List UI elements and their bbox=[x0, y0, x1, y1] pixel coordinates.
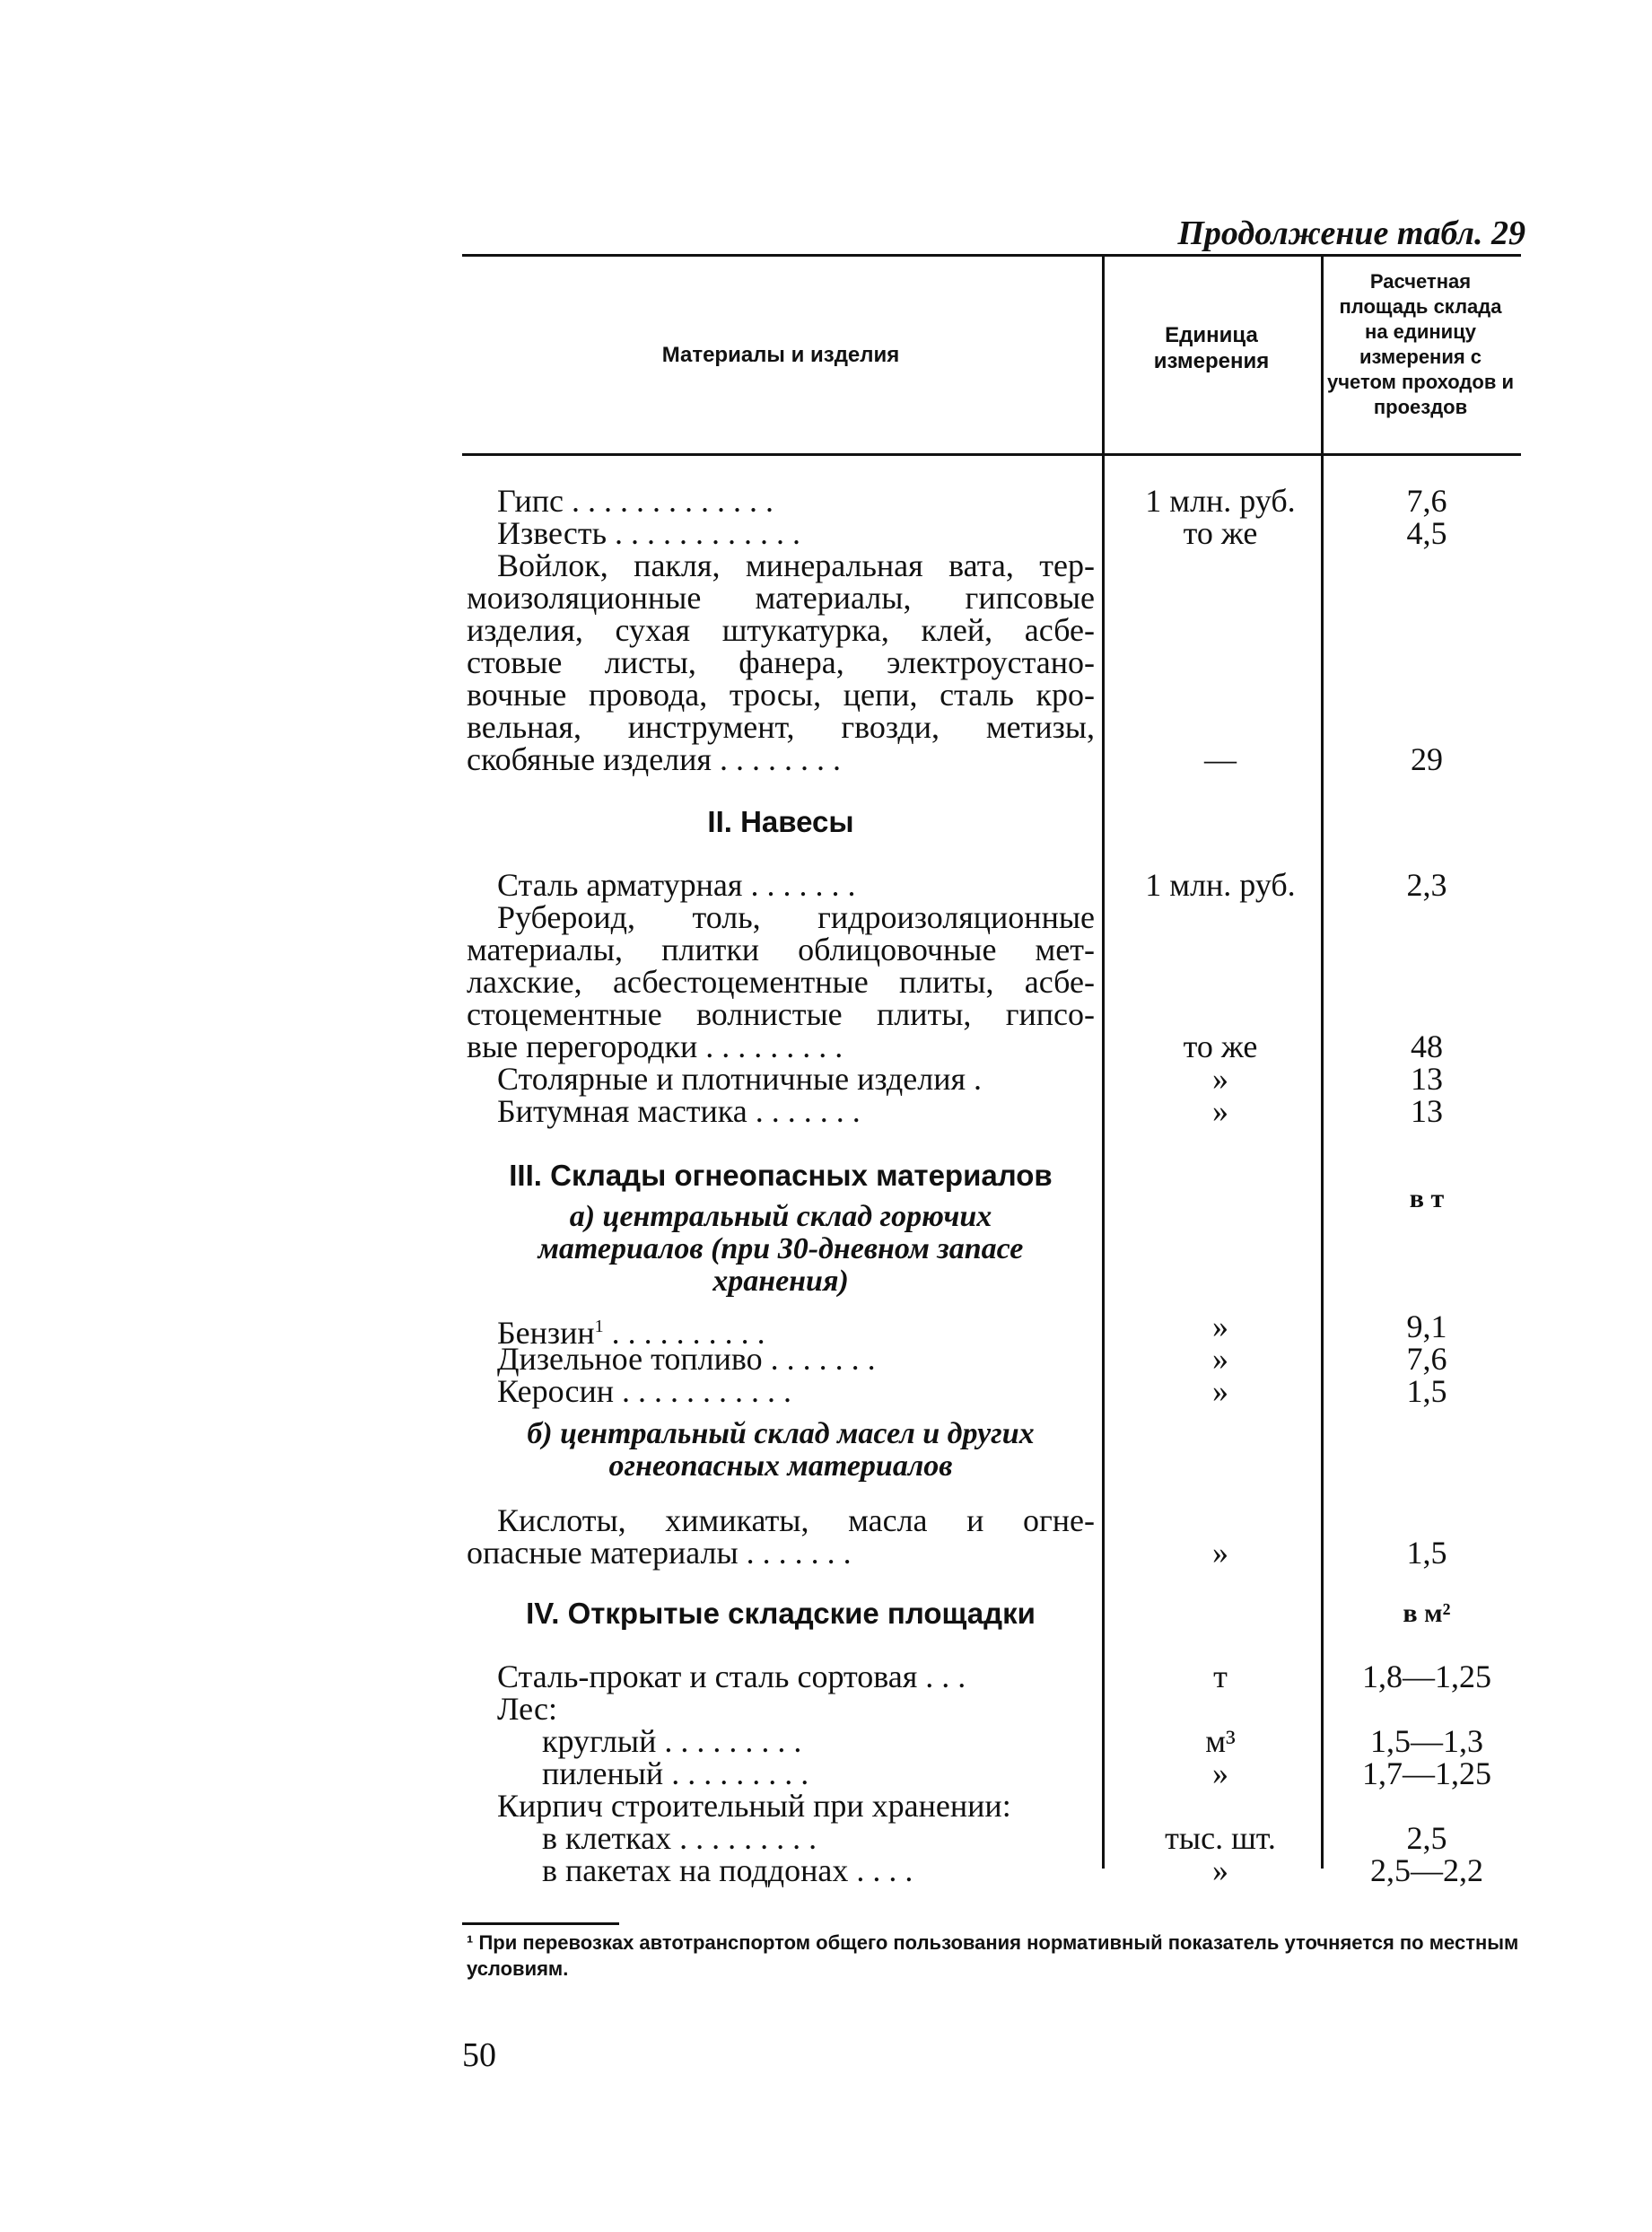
timber-label: Лес: bbox=[497, 1691, 558, 1727]
table-row-unit: » bbox=[1212, 1341, 1228, 1377]
table-row-value: 13 bbox=[1411, 1093, 1443, 1129]
table-row-unit: » bbox=[1212, 1309, 1228, 1344]
table-row-value: 7,6 bbox=[1406, 483, 1447, 519]
footnote-rule bbox=[462, 1922, 619, 1925]
table-row-unit: 1 млн. руб. bbox=[1145, 867, 1296, 903]
subsection-heading-a: а) центральный склад горючих материалов (при 30-дневном запасе хранения) bbox=[538, 1200, 1024, 1298]
table-row-value: 29 bbox=[1411, 741, 1443, 777]
header-unit: Единица измерения bbox=[1153, 323, 1270, 373]
table-row-unit: » bbox=[1212, 1093, 1228, 1129]
table-row-unit: » bbox=[1212, 1061, 1228, 1097]
table-row-material-multiline: Кислоты, химикаты, масла и огне- опасные материалы . . . . . . . bbox=[467, 1502, 1095, 1571]
unit-label-m2: в м² bbox=[1403, 1598, 1451, 1628]
table-row-value: 4,5 bbox=[1406, 515, 1447, 551]
table-row-value: 1,5—1,3 bbox=[1370, 1723, 1483, 1759]
table-row-material: в пакетах на поддонах . . . . bbox=[542, 1852, 913, 1888]
table-row-unit: т bbox=[1213, 1659, 1228, 1694]
table-row-material: пиленый . . . . . . . . . bbox=[542, 1755, 809, 1791]
table-row-unit: » bbox=[1212, 1373, 1228, 1409]
header-area: Расчетная площадь склада на единицу измерения с учетом проходов и проездов bbox=[1327, 270, 1514, 418]
table-row-material-multiline: Войлок, пакля, минеральная вата, тер- моизоляционные материалы, гипсовые изделия, сухая штукатурка, клей, асбе- стовые листы, фанера, электроустано- вочные провода, тросы, цепи, сталь кро- вельная, инструмент, гвозди, метизы, скобяные изделия . . . . . . . . bbox=[467, 547, 1095, 777]
table-row-value: 1,5 bbox=[1406, 1373, 1447, 1409]
table-row-unit: 1 млн. руб. bbox=[1145, 483, 1296, 519]
table-row-material: в клетках . . . . . . . . . bbox=[542, 1820, 817, 1856]
table-row-value: 13 bbox=[1411, 1061, 1443, 1097]
table-row-unit: » bbox=[1212, 1535, 1228, 1571]
table-row-value: 1,5 bbox=[1406, 1535, 1447, 1571]
table-row-unit: » bbox=[1212, 1852, 1228, 1888]
brick-label: Кирпич строительный при хранении: bbox=[497, 1788, 1011, 1824]
table-row-value: 7,6 bbox=[1406, 1341, 1447, 1377]
table-row-material: круглый . . . . . . . . . bbox=[542, 1723, 802, 1759]
table-row-unit: тыс. шт. bbox=[1165, 1820, 1276, 1856]
table-row-material: Столярные и плотничные изделия . bbox=[497, 1061, 983, 1097]
table-row-unit: » bbox=[1212, 1755, 1228, 1791]
table-row-material: Битумная мастика . . . . . . . bbox=[497, 1093, 861, 1129]
table-row-material: Сталь-прокат и сталь сортовая . . . bbox=[497, 1659, 966, 1694]
column-divider-1 bbox=[1102, 257, 1105, 1869]
table-row-material: Гипс . . . . . . . . . . . . . bbox=[497, 483, 774, 519]
table-row-value: 9,1 bbox=[1406, 1309, 1447, 1344]
table-row-material: Керосин . . . . . . . . . . . bbox=[497, 1373, 792, 1409]
table-top-rule bbox=[462, 254, 1521, 257]
section-heading: IV. Открытые складские площадки bbox=[526, 1597, 1036, 1630]
footnote: ¹ При перевозках автотранспортом общего пользования нормативный показатель уточняется по местным условиям. bbox=[467, 1931, 1519, 1980]
table-row-material: Дизельное топливо . . . . . . . bbox=[497, 1341, 876, 1377]
header-materials: Материалы и изделия bbox=[661, 343, 900, 367]
table-row-value: 1,7—1,25 bbox=[1362, 1755, 1491, 1791]
table-row-unit: м³ bbox=[1205, 1723, 1236, 1759]
section-heading: III. Склады огнеопасных материалов bbox=[509, 1159, 1053, 1192]
table-row-value: 1,8—1,25 bbox=[1362, 1659, 1491, 1694]
table-row-value: 2,5—2,2 bbox=[1370, 1852, 1483, 1888]
table-row-material-multiline: Рубероид, толь, гидроизоляционные материалы, плитки облицовочные мет- лахские, асбестоцементные плиты, асбе- стоцементные волнистые плиты, гипсо- вые перегородки . . . . . . . . . bbox=[467, 899, 1095, 1064]
unit-label-tons: в т bbox=[1409, 1184, 1445, 1213]
header-bottom-rule bbox=[462, 453, 1521, 456]
table-row-unit: — bbox=[1204, 741, 1237, 777]
subsection-heading-b: б) центральный склад масел и других огнеопасных материалов bbox=[527, 1417, 1035, 1483]
table-row-material: Бензин$^1$ . . . . . . . . . . bbox=[497, 1315, 765, 1351]
table-row-value: 2,5 bbox=[1406, 1820, 1447, 1856]
table-row-value: 48 bbox=[1411, 1028, 1443, 1064]
table-row-material: Известь . . . . . . . . . . . . bbox=[497, 515, 801, 551]
table-row-value: 2,3 bbox=[1406, 867, 1447, 903]
page-number: 50 bbox=[462, 2036, 496, 2074]
table-row-unit: то же bbox=[1183, 515, 1258, 551]
section-heading: II. Навесы bbox=[707, 805, 854, 838]
table-caption: Продолжение табл. 29 bbox=[1177, 214, 1525, 252]
table-row-unit: то же bbox=[1183, 1028, 1258, 1064]
table-row-material: Сталь арматурная . . . . . . . bbox=[497, 867, 856, 903]
